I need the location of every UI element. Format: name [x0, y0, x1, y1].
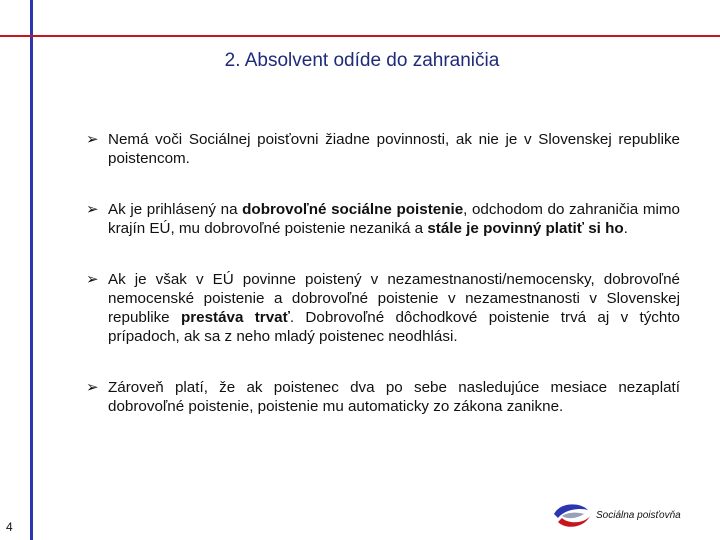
bullet-text-segment: Zároveň platí, že ak poistenec dva po sebe nasledujúce mesiace nezaplatí dobrovoľné poistenie, poistenie mu automaticky zo zákona zanikne.	[108, 379, 680, 415]
logo-text: Sociálna poisťovňa	[596, 510, 681, 521]
arrow-bullet-icon: ➢	[86, 271, 99, 288]
bullet-list	[86, 130, 680, 416]
bullet-text-segment: . Dobrovoľné dôchodkové poistenie trvá aj v týchto prípadoch, ak sa z neho mladý poistenec neodhlási.	[108, 309, 680, 345]
bullet-text-bold: prestáva trvať	[180, 309, 290, 326]
bullet-text-bold: stále je povinný platiť si ho	[427, 220, 624, 237]
bullet-text	[108, 131, 680, 167]
bullet-item	[86, 378, 680, 416]
page-number: 4	[6, 520, 13, 534]
sp-logo-icon	[552, 500, 592, 530]
arrow-bullet-icon: ➢	[86, 201, 99, 218]
bullet-text-segment: , odchodom do zahraničia mimo krajín EÚ, mu dobrovoľné poistenie nezaniká a	[108, 201, 680, 237]
bullet-text	[108, 201, 680, 237]
bullet-text-segment: Ak je prihlásený na	[108, 201, 243, 218]
bullet-text-segment: Nemá voči Sociálnej poisťovni žiadne povinnosti, ak nie je v Slovenskej republike poistencom.	[108, 131, 680, 167]
bullet-text-segment: Ak je však v EÚ povinne poistený v nezamestnanosti/nemocensky, dobrovoľné nemocenské poistenie a dobrovoľné poistenie v nezamestnanosti v Slovenskej republike	[108, 271, 680, 326]
bullet-text-segment: .	[623, 220, 628, 237]
bullet-text	[108, 379, 680, 415]
bullet-text	[108, 271, 680, 345]
bullet-item	[86, 130, 680, 168]
bullet-item	[86, 270, 680, 346]
horizontal-rule	[0, 35, 720, 37]
slide-title: 2. Absolvent odíde do zahraničia	[224, 50, 500, 71]
vertical-rule	[30, 0, 33, 540]
arrow-bullet-icon: ➢	[86, 131, 99, 148]
bullet-item	[86, 200, 680, 238]
arrow-bullet-icon: ➢	[86, 379, 99, 396]
bullet-text-bold: dobrovoľné sociálne poistenie	[242, 201, 464, 218]
